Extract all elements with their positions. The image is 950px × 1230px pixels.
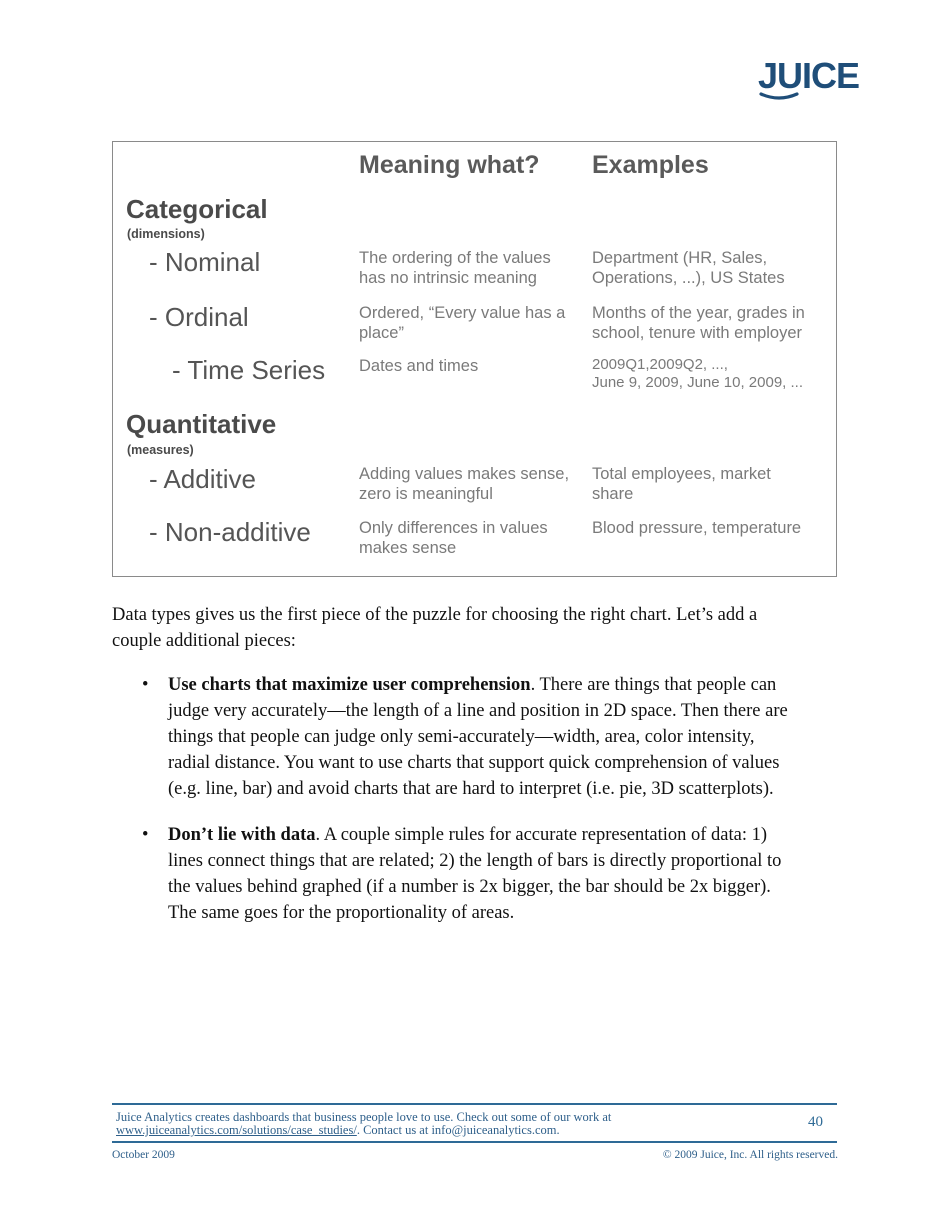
bullet-line: radial distance. You want to use charts that support quick comprehension of values	[168, 753, 780, 773]
examples-line: 2009Q1,2009Q2, ...,	[592, 356, 728, 373]
meaning-line: makes sense	[359, 539, 457, 557]
row-label-nominal: - Nominal	[149, 247, 261, 277]
page-number: 40	[808, 1114, 823, 1130]
row-label-ordinal: - Ordinal	[149, 302, 249, 332]
bullet-text: . A couple simple rules for accurate representation of data: 1)	[315, 825, 768, 845]
examples-line: share	[592, 485, 634, 503]
bullet-line: judge very accurately—the length of a line and position in 2D space. Then there are	[168, 701, 788, 721]
footer-date: October 2009	[112, 1149, 175, 1161]
intro-line: Data types gives us the first piece of the puzzle for choosing the right chart. Let’s add a	[112, 605, 758, 625]
logo-text: JUICE	[758, 55, 860, 96]
row-meaning-non-additive	[359, 518, 548, 558]
footer-rule-bottom	[112, 1141, 837, 1143]
examples-line: June 9, 2009, June 10, 2009, ...	[592, 374, 803, 391]
footer-line	[116, 1124, 736, 1137]
bullet-line: things that people can judge only semi-accurately—width, area, color intensity,	[168, 727, 755, 747]
meaning-line: Adding values makes sense,	[359, 465, 570, 483]
examples-line: Total employees, market	[592, 465, 771, 483]
group-categorical-title: Categorical	[126, 194, 268, 224]
footer-line: Juice Analytics creates dashboards that business people love to use. Check out some of our work at	[116, 1110, 612, 1124]
meaning-line: Ordered, “Every value has a	[359, 304, 566, 322]
bullet-list	[112, 672, 842, 946]
meaning-line: place”	[359, 324, 404, 342]
group-quantitative-subtitle: (measures)	[127, 443, 194, 457]
examples-line: Department (HR, Sales,	[592, 249, 768, 267]
bullet-line	[168, 672, 842, 698]
footer-blurb	[116, 1111, 736, 1137]
footer-copyright: © 2009 Juice, Inc. All rights reserved.	[662, 1149, 838, 1161]
group-categorical-subtitle: (dimensions)	[127, 227, 205, 241]
bullet-bold: Don’t lie with data	[168, 825, 316, 845]
row-label-additive: - Additive	[149, 464, 256, 494]
header-examples: Examples	[592, 151, 709, 179]
row-examples-non-additive	[592, 518, 801, 538]
meaning-line: has no intrinsic meaning	[359, 269, 537, 287]
bullet-line: the values behind graphed (if a number is 2x bigger, the bar should be 2x bigger).	[168, 877, 771, 897]
row-examples-ordinal	[592, 303, 805, 343]
meaning-line: zero is meaningful	[359, 485, 493, 503]
bullet-text: . There are things that people can	[530, 675, 777, 695]
bullet-item-dont-lie	[112, 822, 842, 926]
bullet-item-comprehension	[112, 672, 842, 802]
meaning-line: Only differences in values	[359, 519, 548, 537]
intro-line: couple additional pieces:	[112, 631, 296, 651]
juice-logo-mark	[757, 55, 860, 104]
bullet-line: The same goes for the proportionality of areas.	[168, 903, 515, 923]
row-meaning-ordinal	[359, 303, 565, 343]
row-meaning-nominal	[359, 248, 551, 288]
row-examples-time-series	[592, 356, 803, 392]
juice-logo	[757, 55, 860, 104]
header-meaning: Meaning what?	[359, 151, 540, 179]
bullet-line: lines connect things that are related; 2) the length of bars is directly proportional to	[168, 851, 782, 871]
footer-contact: . Contact us at info@juiceanalytics.com.	[356, 1123, 560, 1137]
meaning-line: The ordering of the values	[359, 249, 551, 267]
row-label-time-series: - Time Series	[172, 355, 326, 385]
data-types-table	[112, 141, 837, 577]
bullet-dot: •	[142, 825, 149, 845]
examples-line: school, tenure with employer	[592, 324, 803, 342]
row-meaning-additive	[359, 464, 569, 504]
group-quantitative-title: Quantitative	[126, 409, 277, 439]
footer-case-studies-link[interactable]: www.juiceanalytics.com/solutions/case_studies/	[116, 1123, 357, 1137]
row-examples-nominal	[592, 248, 785, 288]
bullet-line	[168, 822, 842, 848]
row-examples-additive	[592, 464, 771, 504]
examples-line: Months of the year, grades in	[592, 304, 805, 322]
examples-line: Blood pressure, temperature	[592, 519, 802, 537]
examples-line: Operations, ...), US States	[592, 269, 785, 287]
intro-paragraph	[112, 602, 842, 654]
bullet-bold: Use charts that maximize user comprehension	[168, 675, 531, 695]
row-meaning-time-series	[359, 356, 478, 376]
bullet-dot: •	[142, 675, 149, 695]
row-label-non-additive: - Non-additive	[149, 517, 311, 547]
meaning-line: Dates and times	[359, 357, 479, 375]
bullet-line: (e.g. line, bar) and avoid charts that are hard to interpret (i.e. pie, 3D scatterplots).	[168, 779, 774, 799]
footer-rule-top	[112, 1103, 837, 1105]
